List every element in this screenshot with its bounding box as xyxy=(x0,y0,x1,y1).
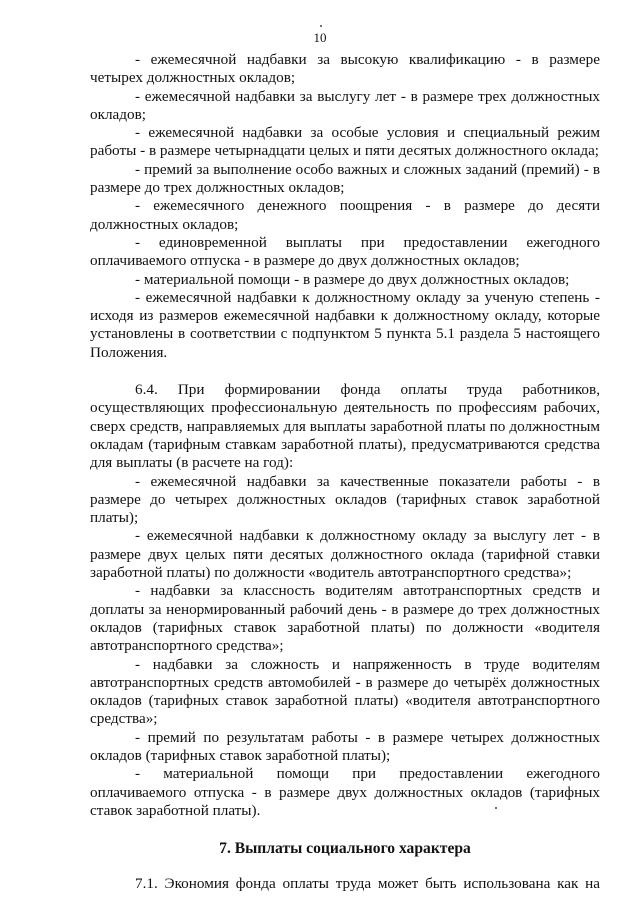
list-item: - премий за выполнение особо важных и сложных заданий (премий) - в размере до трех должностных окладов; xyxy=(90,160,600,197)
list-item: - ежемесячной надбавки за качественные показатели работы - в размере до четырех должностных окладов (тарифных ставок заработной платы); xyxy=(90,472,600,527)
list-item: - надбавки за классность водителям автотранспортных средств и доплаты за ненормированный рабочий день - в размере до трех должностных окладов (тарифных ставок заработной платы) по должности «водителя автотранспортного средства»; xyxy=(90,582,600,655)
list-item: - ежемесячной надбавки за высокую квалификацию - в размере четырех должностных окладов; xyxy=(90,51,600,87)
scan-speck xyxy=(320,25,322,27)
list-item: - ежемесячного денежного поощрения - в размере до десяти должностных окладов; xyxy=(90,197,600,233)
list-item: - материальной помощи - в размере до двух должностных окладов; xyxy=(135,270,570,288)
document-body xyxy=(90,51,600,894)
list-item: - материальной помощи при предоставлении ежегодного оплачиваемого отпуска - в размере двух должностных окладов (тарифных ставок заработной платы). xyxy=(90,765,600,819)
list-item: - ежемесячной надбавки к должностному окладу за ученую степень - исходя из размеров ежемесячной надбавки к должностному окладу, которые установлены в соответствии с подпунктом 5 пункта 5.1 раздела 5 настоящего Положения. xyxy=(90,288,600,361)
list-item: - ежемесячной надбавки за выслугу лет - в размере трех должностных окладов; xyxy=(90,87,600,123)
paragraph-6-4: 6.4. При формировании фонда оплаты труда работников, осуществляющих профессиональную деятельность по профессиям рабочих, сверх средств, направляемых для выплаты заработной платы по должностным окладам (тарифным ставкам заработной платы), предусматриваются средства для выплаты (в расчете на год): xyxy=(90,381,600,472)
list-item: - ежемесячной надбавки за особые условия и специальный режим работы - в размере четырнадцати целых и пяти десятых должностного оклада; xyxy=(90,124,600,160)
list-item: - ежемесячной надбавки к должностному окладу за выслугу лет - в размере двух целых пяти десятых должностного оклада (тарифной ставки заработной платы) по должности «водитель автотранспортного средства»; xyxy=(90,527,600,582)
paragraph-7-1: 7.1. Экономия фонда оплаты труда может быть использована как на xyxy=(135,875,600,893)
list-item: - единовременной выплаты при предоставлении ежегодного оплачиваемого отпуска - в размере до двух должностных окладов; xyxy=(90,233,600,270)
page-number: 10 xyxy=(313,30,327,45)
list-item: - премий по результатам работы - в размере четырех должностных окладов (тарифных ставок заработной платы); xyxy=(90,728,600,764)
section-7-heading: 7. Выплаты социального характера xyxy=(219,840,471,858)
list-item: - надбавки за сложность и напряженность в труде водителям автотранспортных средств автомобилей - в размере до четырёх должностных окладов (тарифных ставок заработной платы) «водителя автотранспортного средства»; xyxy=(90,655,600,728)
